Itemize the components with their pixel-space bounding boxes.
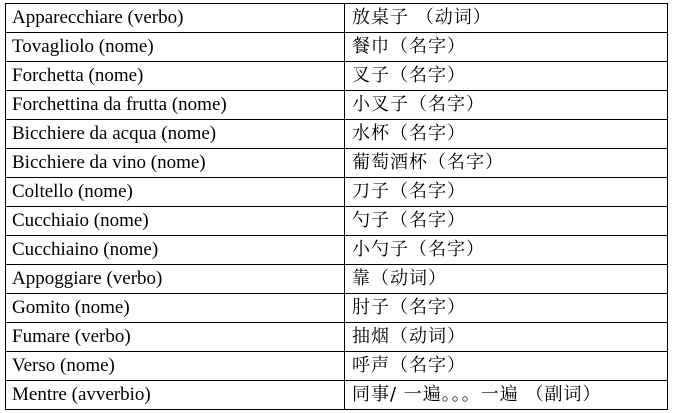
chinese-translation: 同事/ 一遍。。。一遍 （副词）	[345, 381, 668, 410]
italian-term: Verso (nome)	[6, 352, 345, 381]
italian-term: Apparecchiare (verbo)	[6, 4, 345, 33]
italian-term: Mentre (avverbio)	[6, 381, 345, 410]
italian-term: Cucchiaino (nome)	[6, 236, 345, 265]
italian-term: Bicchiere da vino (nome)	[6, 149, 345, 178]
italian-term: Forchetta (nome)	[6, 62, 345, 91]
chinese-translation: 叉子（名字）	[345, 62, 668, 91]
italian-term: Coltello (nome)	[6, 178, 345, 207]
table-row	[6, 149, 668, 178]
chinese-translation: 小勺子（名字）	[345, 236, 668, 265]
table-row	[6, 207, 668, 236]
table-row	[6, 4, 668, 33]
italian-term: Tovagliolo (nome)	[6, 33, 345, 62]
italian-term: Bicchiere da acqua (nome)	[6, 120, 345, 149]
chinese-translation: 放桌子 （动词）	[345, 4, 668, 33]
table-row	[6, 323, 668, 352]
italian-term: Cucchiaio (nome)	[6, 207, 345, 236]
chinese-translation: 刀子（名字）	[345, 178, 668, 207]
chinese-translation: 葡萄酒杯（名字）	[345, 149, 668, 178]
italian-term: Fumare (verbo)	[6, 323, 345, 352]
chinese-translation: 抽烟（动词）	[345, 323, 668, 352]
table-row	[6, 120, 668, 149]
chinese-translation: 呼声（名字）	[345, 352, 668, 381]
table-row	[6, 236, 668, 265]
chinese-translation: 小叉子（名字）	[345, 91, 668, 120]
table-row	[6, 381, 668, 410]
italian-term: Gomito (nome)	[6, 294, 345, 323]
table-row	[6, 178, 668, 207]
table-row	[6, 62, 668, 91]
vocabulary-table	[5, 3, 668, 410]
table-row	[6, 91, 668, 120]
chinese-translation: 水杯（名字）	[345, 120, 668, 149]
table-row	[6, 294, 668, 323]
italian-term: Appoggiare (verbo)	[6, 265, 345, 294]
table-row	[6, 33, 668, 62]
table-row	[6, 352, 668, 381]
chinese-translation: 靠（动词）	[345, 265, 668, 294]
chinese-translation: 勺子（名字）	[345, 207, 668, 236]
chinese-translation: 肘子（名字）	[345, 294, 668, 323]
italian-term: Forchettina da frutta (nome)	[6, 91, 345, 120]
table-row	[6, 265, 668, 294]
chinese-translation: 餐巾（名字）	[345, 33, 668, 62]
